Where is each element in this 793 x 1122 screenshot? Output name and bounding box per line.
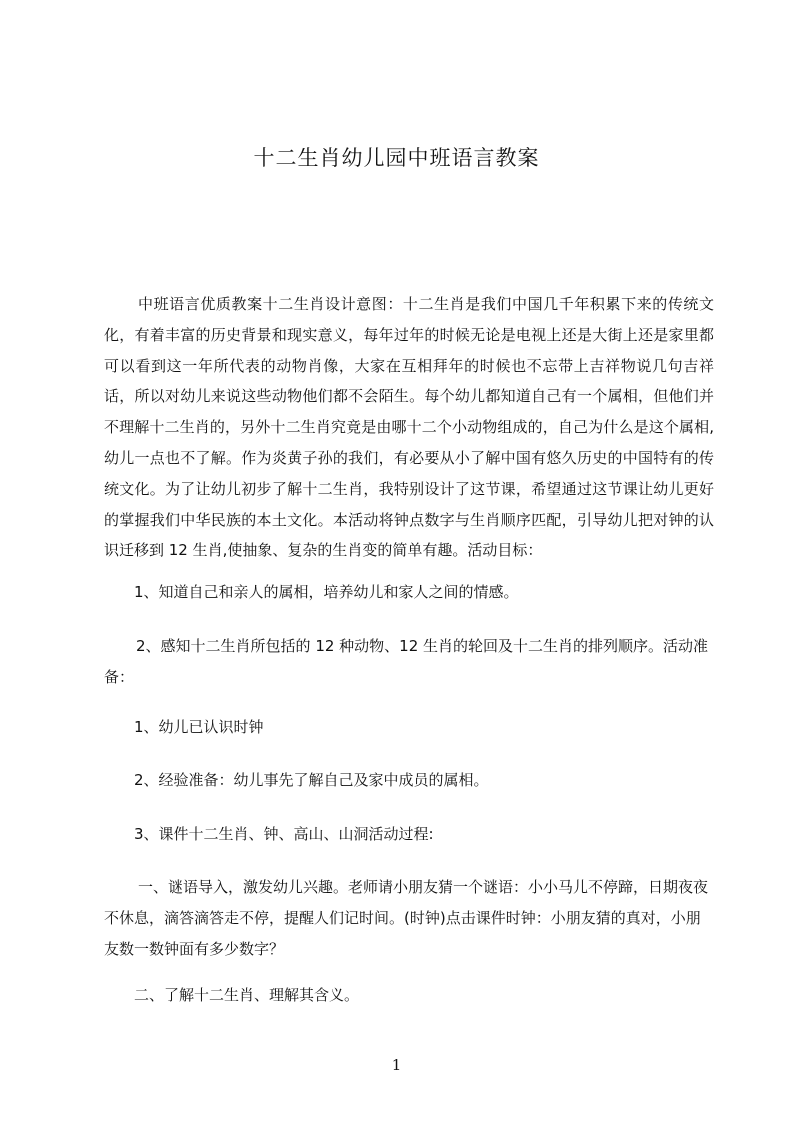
process-step-1: 一、谜语导入，激发幼儿兴趣。老师请小朋友猜一个谜语：小小马儿不停蹄，日期夜夜不休息，滴答滴答走不停，提醒人们记时间。(时钟)点击课件时钟：小朋友猜的真对，小朋友数一数钟面有多少数字？ <box>104 878 709 958</box>
document-title: 十二生肖幼儿园中班语言教案 <box>253 146 540 170</box>
goal-item-2: 2、感知十二生肖所包括的 12 种动物、12 生肖的轮回及十二生肖的排列顺序。活动准备： <box>104 637 709 686</box>
intro-paragraph: 中班语言优质教案十二生肖设计意图：十二生肖是我们中国几千年积累下来的传统文化，有着丰富的历史背景和现实意义，每年过年的时候无论是电视上还是大街上还是家里都可以看到这一年所代表的动物肖像，大家在互相拜年的时候也不忘带上吉祥物说几句吉祥话，所以对幼儿来说这些动物他们都不会陌生。每个幼儿都知道自己有一个属相，但他们并不理解十二生肖的，另外十二生肖究竟是由哪十二个小动物组成的，自己为什么是这个属相,幼儿一点也不了解。作为炎黄子孙的我们，有必要从小了解中国有悠久历史的中国特有的传统文化。为了让幼儿初步了解十二生肖，我特别设计了这节课，希望通过这节课让幼儿更好的掌握我们中华民族的本土文化。本活动将钟点数字与生肖顺序匹配，引导幼儿把对钟的认识迁移到 12 生肖,使抽象、复杂的生肖变的简单有趣。活动目标： <box>104 295 714 560</box>
prep-item-3: 3、课件十二生肖、钟、高山、山洞活动过程: <box>134 825 434 843</box>
page-number: 1 <box>391 1056 402 1074</box>
goal-item-1: 1、知道自己和亲人的属相，培养幼儿和家人之间的情感。 <box>134 583 519 601</box>
prep-item-1: 1、幼儿已认识时钟 <box>134 718 264 736</box>
prep-item-2: 2、经验准备：幼儿事先了解自己及家中成员的属相。 <box>134 771 489 789</box>
process-step-2: 二、了解十二生肖、理解其含义。 <box>134 986 360 1004</box>
